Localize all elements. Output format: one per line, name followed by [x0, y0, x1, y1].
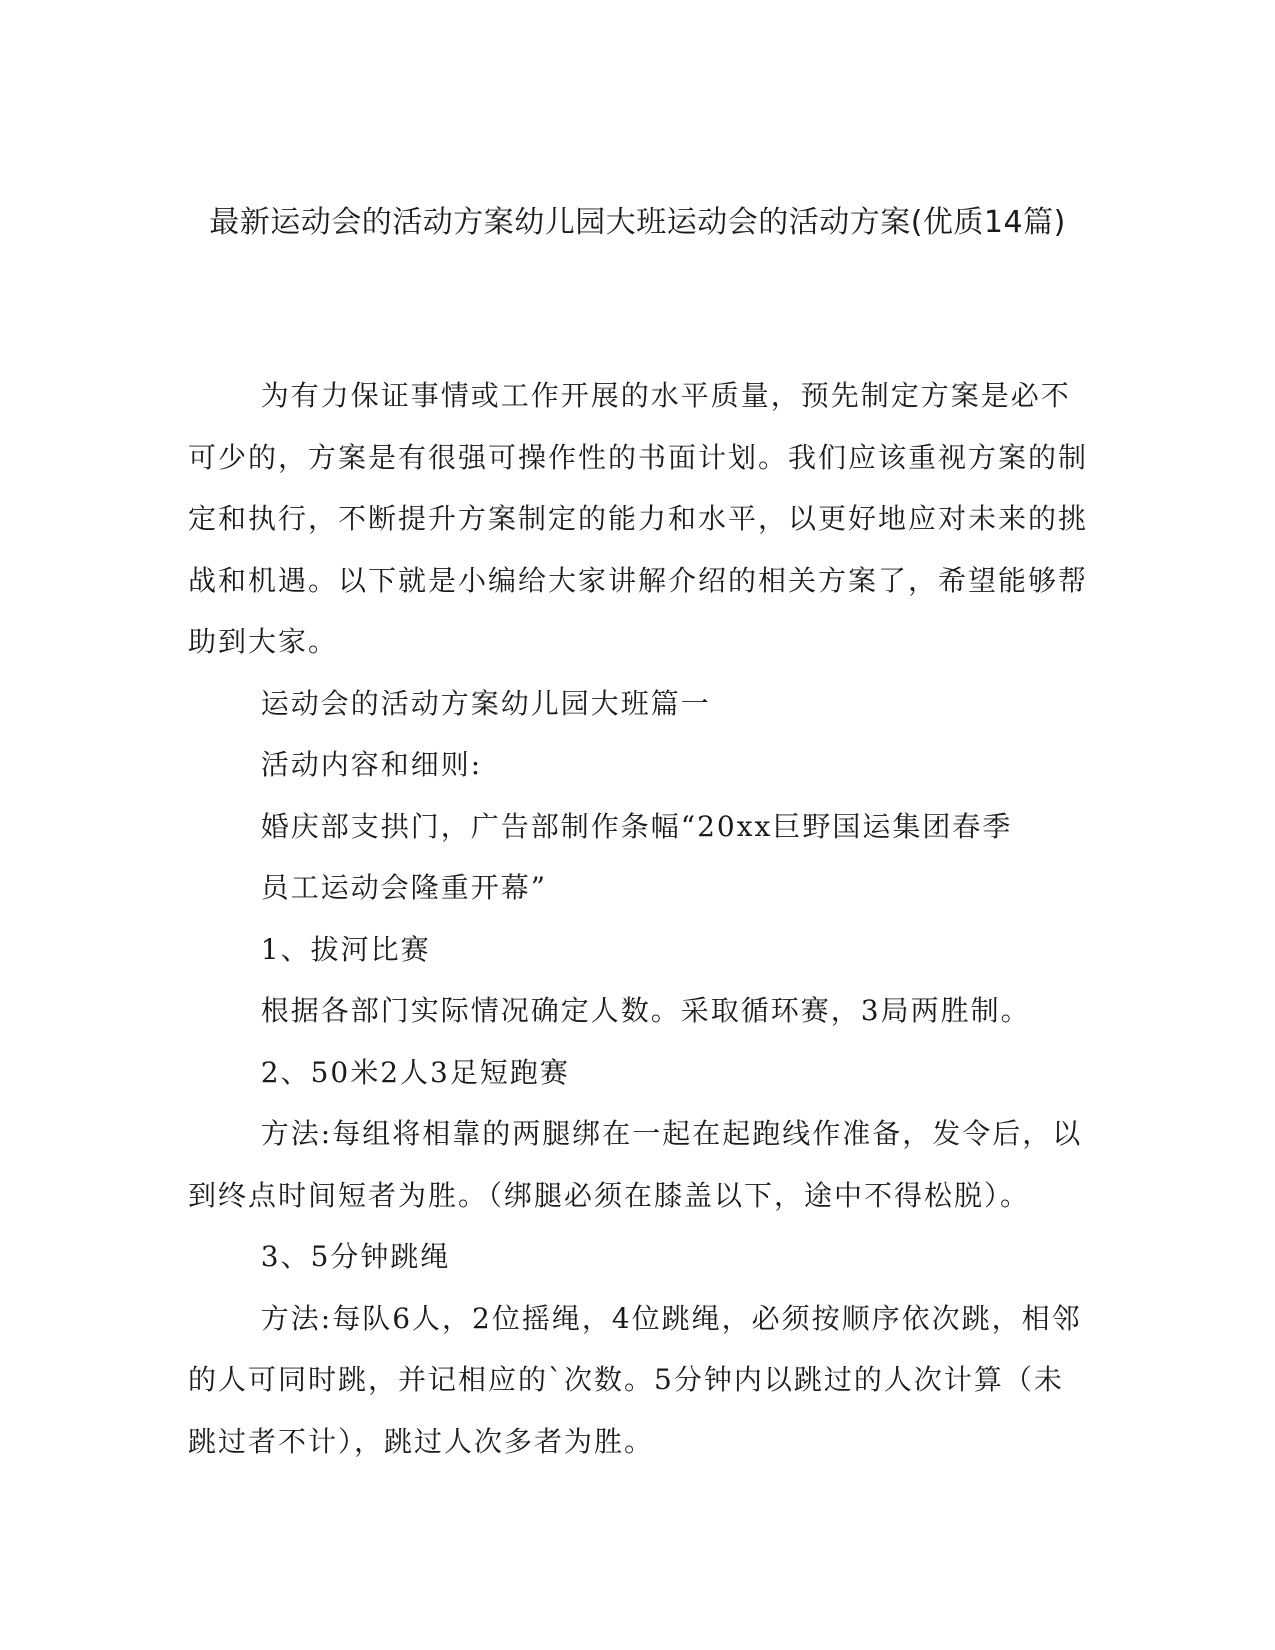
banner-line-2: 员工运动会隆重开幕”: [260, 871, 548, 904]
item-three-legged-heading: 2、50米2人3足短跑赛: [260, 1055, 570, 1089]
section-heading: 运动会的活动方案幼儿园大班篇一: [260, 686, 711, 720]
intro-paragraph: 为有力保证事情或工作开展的水平质量，预先制定方案是必不可少的，方案是有很强可操作性的书面计划。我们应该重视方案的制定和执行，不断提升方案制定的能力和水平，以更好地应对未来的挑战和机遇。以下就是小编给大家讲解介绍的相关方案了，希望能够帮助到大家。: [188, 379, 1089, 658]
item-jump-rope-text: 方法:每队6人，2位摇绳，4位跳绳，必须按顺序依次跳，相邻的人可同时跳，并记相应的`次数。5分钟内以跳过的人次计算（未跳过者不计），跳过人次多者为胜。: [188, 1301, 1082, 1458]
item-tug-of-war-text: 根据各部门实际情况确定人数。采取循环赛，3局两胜制。: [260, 994, 1031, 1027]
banner-line-1: 婚庆部支拱门，广告部制作条幅“20xx巨野国运集团春季: [260, 809, 1013, 843]
item-three-legged-text: 方法:每组将相靠的两腿绑在一起在起跑线作准备，发令后，以到终点时间短者为胜。（绑腿必须在膝盖以下，途中不得松脱）。: [188, 1117, 1083, 1212]
item-jump-rope-heading: 3、5分钟跳绳: [260, 1240, 451, 1273]
document-body: [188, 365, 1088, 1472]
activity-content-label: 活动内容和细则:: [260, 748, 483, 781]
item-tug-of-war-heading: 1、拔河比赛: [260, 932, 431, 966]
document-title: 最新运动会的活动方案幼儿园大班运动会的活动方案(优质14篇): [209, 205, 1066, 240]
